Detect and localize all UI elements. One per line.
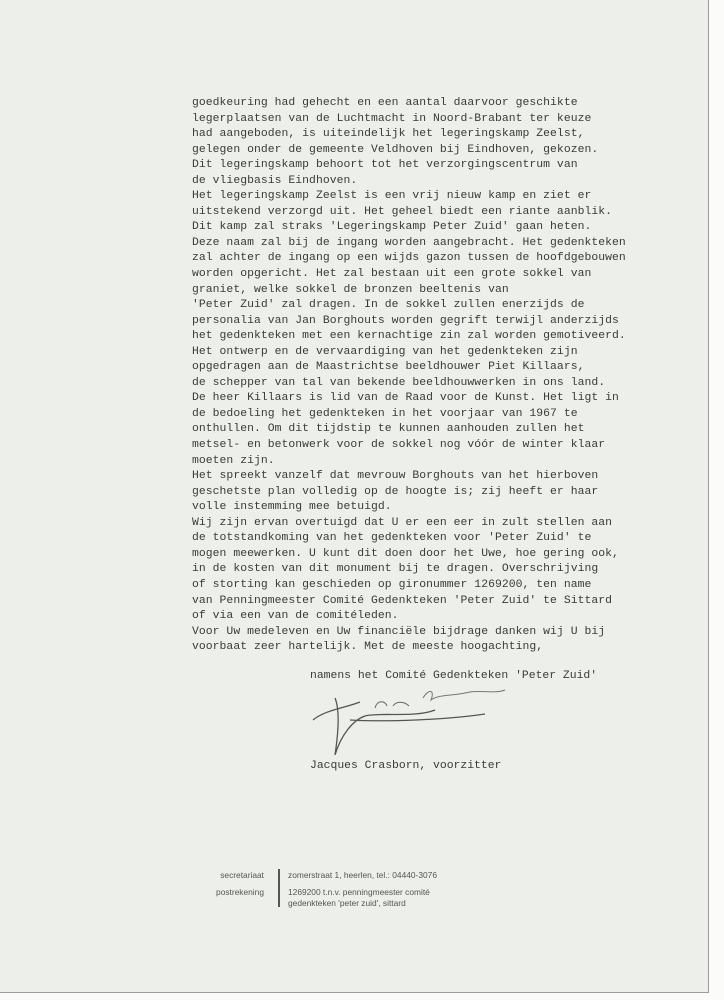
letter-line: goedkeuring had gehecht en een aantal daarvoor geschikte	[192, 97, 578, 109]
letter-line: Het spreekt vanzelf dat mevrouw Borghouts van het hierboven	[192, 470, 599, 483]
letter-line: graniet, welke sokkel de bronzen beeltenis van	[192, 283, 509, 296]
letter-line: geschetste plan volledig op de hoogte is; zij heeft er haar	[192, 485, 599, 498]
signer-name: Jacques Crasborn, voorzitter	[310, 760, 502, 772]
closing-line: namens het Comité Gedenkteken 'Peter Zuid'	[310, 670, 598, 682]
letter-line: mogen meewerken. U kunt dit doen door het Uwe, hoe gering ook,	[192, 547, 619, 560]
letter-line: volle instemming mee betuigd.	[192, 501, 392, 514]
letter-line: van Penningmeester Comité Gedenkteken 'Peter Zuid' te Sittard	[192, 594, 613, 607]
letter-line: gelegen onder de gemeente Veldhoven bij Eindhoven, gekozen.	[192, 143, 599, 156]
footer-labels	[200, 870, 264, 904]
letter-line: 'Peter Zuid' zal dragen. In de sokkel zullen enerzijds de	[192, 299, 585, 312]
secretariat-label: secretariaat	[220, 870, 264, 880]
letter-line: had aangeboden, is uiteindelijk het legeringskamp Zeelst,	[192, 128, 585, 141]
letter-line: of storting kan geschieden op gironummer 1269200, ten name	[192, 578, 592, 591]
letter-line: de vliegbasis Eindhoven.	[192, 174, 358, 187]
handwritten-signature	[305, 680, 515, 760]
letter-line: Het legeringskamp Zeelst is een vrij nieuw kamp en ziet er	[192, 190, 592, 203]
letter-line: metsel- en betonwerk voor de sokkel nog vóór de winter klaar	[192, 439, 606, 452]
account-value-2: gedenkteken 'peter zuid', sittard	[288, 898, 406, 908]
account-label: postrekening	[216, 887, 264, 897]
letter-line: onthullen. Om dit tijdstip te kunnen aanhouden zullen het	[192, 423, 585, 436]
letter-line: Deze naam zal bij de ingang worden aangebracht. Het gedenkteken	[192, 236, 626, 249]
letter-line: in de kosten van dit monument bij te dragen. Overschrijving	[192, 563, 599, 576]
letter-line: zal achter de ingang op een wijds gazon tussen de hoofdgebouwen	[192, 252, 626, 265]
footer-values	[288, 870, 437, 909]
letter-line: de totstandkoming van het gedenkteken voor 'Peter Zuid' te	[192, 532, 592, 545]
footer-divider	[278, 869, 280, 907]
letter-line: of via een van de comitéleden.	[192, 610, 399, 623]
letter-line: Dit legeringskamp behoort tot het verzorgingscentrum van	[192, 159, 578, 172]
letter-line: het gedenkteken met een kernachtige zin zal worden gemotiveerd.	[192, 330, 626, 343]
letter-line: worden opgericht. Het zal bestaan uit een grote sokkel van	[192, 268, 592, 281]
letter-line: legerplaatsen van de Luchtmacht in Noord-Brabant ter keuze	[192, 112, 592, 125]
letter-line: voorbaat zeer hartelijk. Met de meeste hoogachting,	[192, 641, 544, 654]
letter-line: de bedoeling het gedenkteken in het voorjaar van 1967 te	[192, 407, 578, 420]
letter-line: Het ontwerp en de vervaardiging van het gedenkteken zijn	[192, 345, 578, 358]
letter-line: De heer Killaars is lid van de Raad voor de Kunst. Het ligt in	[192, 392, 619, 405]
letter-body	[192, 96, 626, 656]
letter-line: moeten zijn.	[192, 454, 275, 467]
letter-line: opgedragen aan de Maastrichtse beeldhouwer Piet Killaars,	[192, 361, 585, 374]
letter-line: de schepper van tal van bekende beeldhouwwerken in ons land.	[192, 376, 606, 389]
account-value-1: 1269200 t.n.v. penningmeester comité	[288, 887, 430, 897]
letter-line: uitstekend verzorgd uit. Het geheel biedt een riante aanblik.	[192, 205, 613, 218]
letter-line: Voor Uw medeleven en Uw financiële bijdrage danken wij U bij	[192, 625, 606, 638]
secretariat-value: zomerstraat 1, heerlen, tel.: 04440-3076	[288, 870, 437, 880]
letter-line: Dit kamp zal straks 'Legeringskamp Peter Zuid' gaan heten.	[192, 221, 592, 234]
letter-line: personalia van Jan Borghouts worden gegrift terwijl anderzijds	[192, 314, 619, 327]
letter-line: Wij zijn ervan overtuigd dat U er een eer in zult stellen aan	[192, 516, 613, 529]
